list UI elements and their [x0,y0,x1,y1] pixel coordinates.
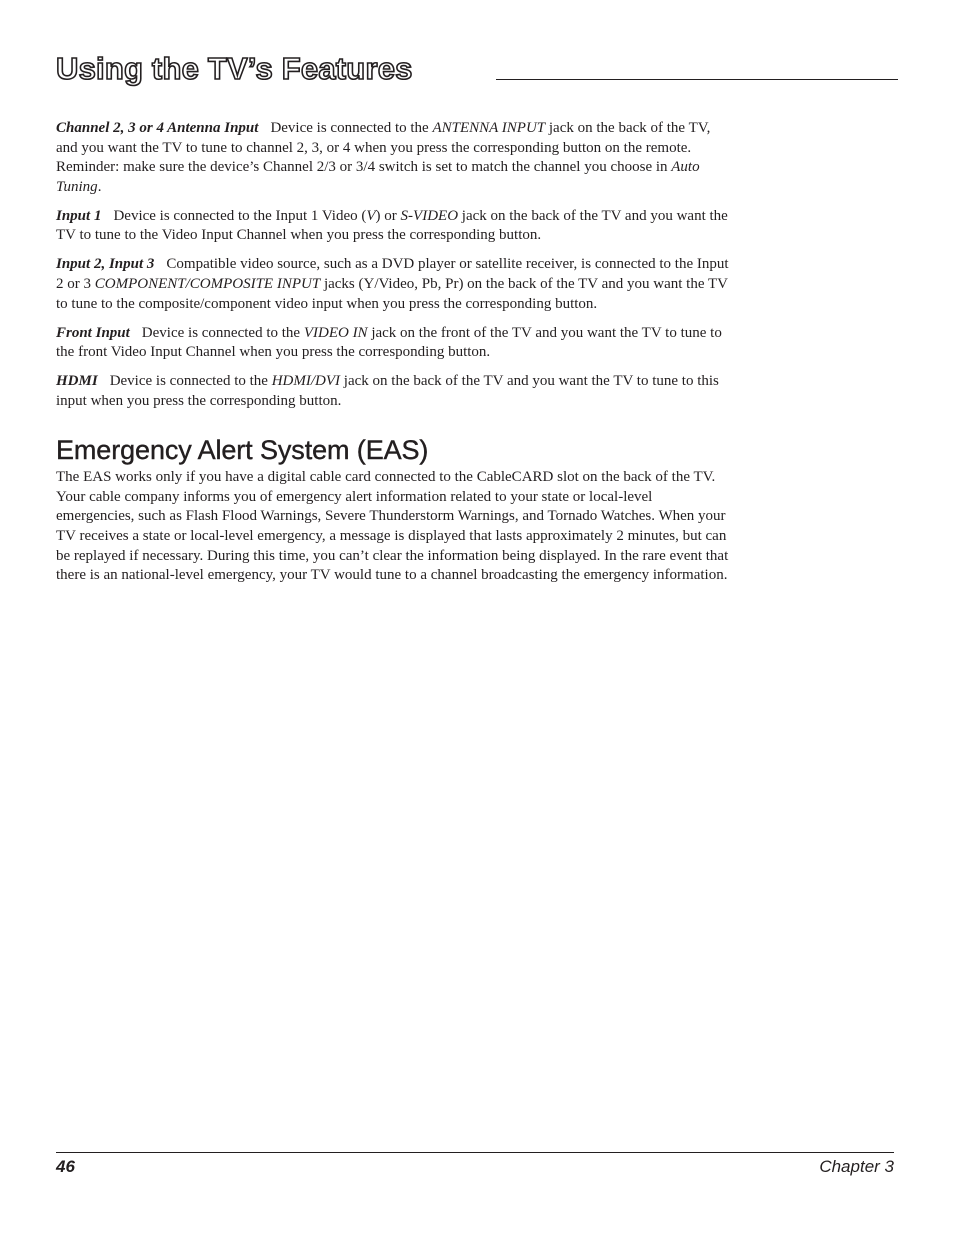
entry-text: jack on the back of the TV and you want the TV to tune to the Video Input Channel when you press the corresponding button. [56,207,728,244]
entry-text: Device is connected to the [141,324,304,341]
header-rule [496,79,898,80]
entry-term: Input 2, Input 3 [56,256,155,273]
entry-jack-name: V [366,207,376,224]
entry-jack-name: ANTENNA INPUT [432,120,546,136]
entry-jack-name: COMPONENT/COMPOSITE INPUT [94,275,321,292]
page-content [56,119,732,586]
footer-rule [56,1152,894,1153]
eas-section-heading: Emergency Alert System (EAS) [56,435,429,466]
entry-input-1 [56,207,732,246]
entry-jack-name: VIDEO IN [303,324,368,341]
entry-term: Input 1 [56,207,102,224]
entry-text: ) or [375,207,401,224]
entry-menu-name: Auto Tuning [56,159,700,195]
entry-text: Device is connected to the [109,373,272,390]
chapter-label: Chapter 3 [819,1157,894,1176]
entry-input-2-3 [56,255,732,314]
entry-text: . [97,178,102,195]
entry-term: Channel 2, 3 or 4 Antenna Input [56,120,259,136]
entry-text: jack on the back of the TV, and you want the TV to tune to channel 2, 3, or 4 when you press the corresponding button on the remote. Reminder: make sure the device’s Channel 2/3 or 3/4 switch is set to match the channel you choose in [56,120,711,176]
entry-text: Compatible video source, such as a DVD player or satellite receiver, is connected to the Input 2 or 3 [56,256,729,292]
entry-text: Device is connected to the Input 1 Video ( [113,207,367,224]
page-number: 46 [56,1157,75,1176]
entry-front-input [56,324,732,363]
entry-text: Device is connected to the [270,120,433,136]
entry-text: jack on the front of the TV and you want the TV to tune to the front Video Input Channel when you press the corresponding button. [56,324,722,361]
entry-jack-name: HDMI/DVI [271,373,341,390]
eas-section-body: The EAS works only if you have a digital cable card connected to the CableCARD slot on the back of the TV. Your cable company informs you of emergency alert information related to your state or local-level emergencies, such as Flash Flood Warnings, Severe Thunderstorm Warnings, and Tornado Watches. When your TV receives a state or local-level emergency, a message is displayed that lasts approximately 2 minutes, but can be replayed if necessary. During this time, you can’t clear the information being displayed. In the rare event that there is an national-level emergency, your TV would tune to a channel broadcasting the emergency information. [56,469,729,584]
page-header-title: Using the TV’s Features [56,51,413,86]
entry-hdmi [56,372,732,411]
entry-antenna-input [56,119,732,197]
entry-jack-name: S-VIDEO [400,207,459,224]
entry-term: HDMI [56,373,98,390]
entry-text: jack on the back of the TV and you want the TV to tune to this input when you press the corresponding button. [56,373,719,409]
entry-text: jacks (Y/Video, Pb, Pr) on the back of the TV and you want the TV to tune to the composite/component video input when you press the corresponding button. [56,275,728,312]
entry-term: Front Input [56,324,130,341]
